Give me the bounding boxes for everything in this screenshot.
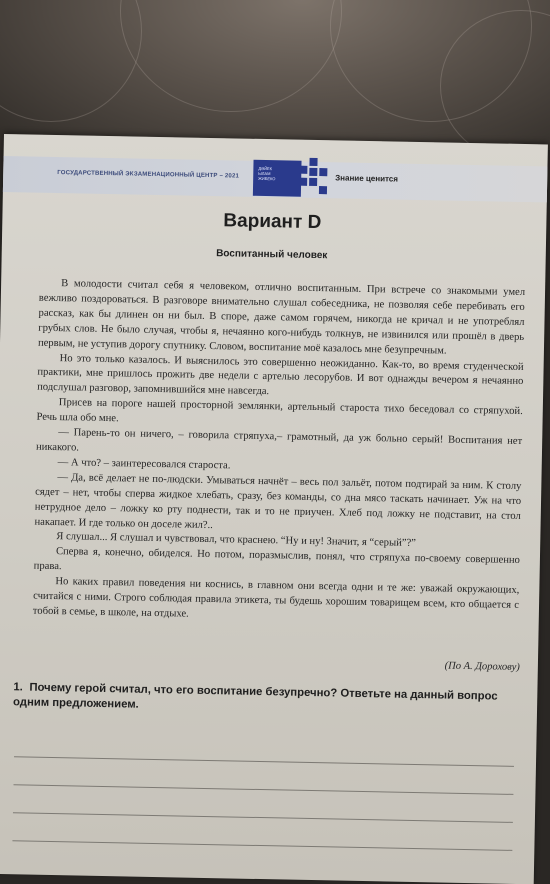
question-number: 1.	[13, 681, 23, 694]
answer-line[interactable]	[12, 840, 512, 851]
paragraph: — А что? – заинтересовался староста.	[57, 456, 231, 472]
logo-line: ДӘЙЕК	[258, 165, 273, 172]
paragraph: Присев на пороге нашей просторной землянки, артельный староста тихо беседовал со стряпухой. Речь шла обо мне.	[36, 397, 523, 425]
answer-line[interactable]	[14, 756, 514, 767]
question-text: Почему герой считал, что его воспитание безупречно? Ответьте на данный вопрос одним предложением.	[12, 681, 498, 711]
text-title: Воспитанный человек	[216, 248, 328, 262]
answer-line[interactable]	[13, 812, 513, 823]
logo-line: ЖИБЕКО	[258, 175, 276, 182]
answer-line[interactable]	[13, 784, 513, 795]
exam-page	[0, 134, 548, 884]
paragraph: Но каких правил поведения ни коснись, в главном они всегда одни и те же: уважай окружающих, считайся с ними. Строго соблюдая правила этикета, ты будешь хорошим товарищем всем, кто общается с тобой в семье, в школе, на отдыхе.	[32, 576, 520, 620]
background-fabric	[0, 0, 550, 150]
logo-line: ЫЛАМ	[258, 170, 271, 177]
center-logo	[253, 160, 302, 197]
header-slogan: Знание ценится	[335, 173, 399, 184]
paragraph: Но это только казалось. И выяснилось это совершенно неожиданно. Как-то, во время студенческой практики, мне пришлось прожить две недели с артелью лесорубов. И вот однажды вечером я нечаянно подслушал разговор, запомнившийся мне навсегда.	[37, 352, 524, 398]
header-org-name: ГОСУДАРСТВЕННЫЙ ЭКЗАМЕНАЦИОННЫЙ ЦЕНТР – 2021	[57, 170, 240, 180]
question-1	[13, 680, 517, 720]
paragraph: В молодости считал себя я человеком, отлично воспитанным. При встрече со знакомыми умел вежливо поздороваться. В разговоре внимательно слушал собеседника, не позволяя себе перебивать его рассказ, как бы длинен он ни был. В споре, даже самом горячем, никогда не кричал и не употреблял грубых слов. Не было случая, чтобы я, нечаянно кого-нибудь толкнув, не извинился или прошёл в дверь первым, не уступив дорогу спутнику. Словом, воспитание моё казалось мне безупречным.	[37, 278, 526, 357]
paragraph: Сперва я, конечно, обиделся. Но потом, поразмыслив, понял, что стряпуха по-своему совершенно права.	[33, 546, 521, 573]
reading-text	[33, 277, 525, 629]
paragraph: Я слушал... Я слушал и чувствовал, что краснею. “Ну и ну! Значит, я “серый”?”	[56, 531, 417, 550]
logo-pixel-mark	[299, 158, 330, 199]
paragraph: — Парень-то он ничего, – говорила стряпуха,– грамотный, да уж больно серый! Воспитания нет никакого.	[35, 427, 523, 454]
author-attribution: (По А. Дорохову)	[444, 660, 520, 674]
page-title: Вариант D	[223, 210, 322, 234]
paragraph: — Да, всё делает не по-людски. Умываться начнёт – весь пол зальёт, потом подтирай за ним. К столу сядет – нет, чтобы сперва жидкое хлебать, сразу, без команды, со дна мясо таскать начинает. Уж на что нетрудное дело – ложку ко рту поднести, так и то не приучен. Хлеб под ложку не подставит, на стол накапает. И где только он доселе жил?..	[34, 471, 522, 531]
